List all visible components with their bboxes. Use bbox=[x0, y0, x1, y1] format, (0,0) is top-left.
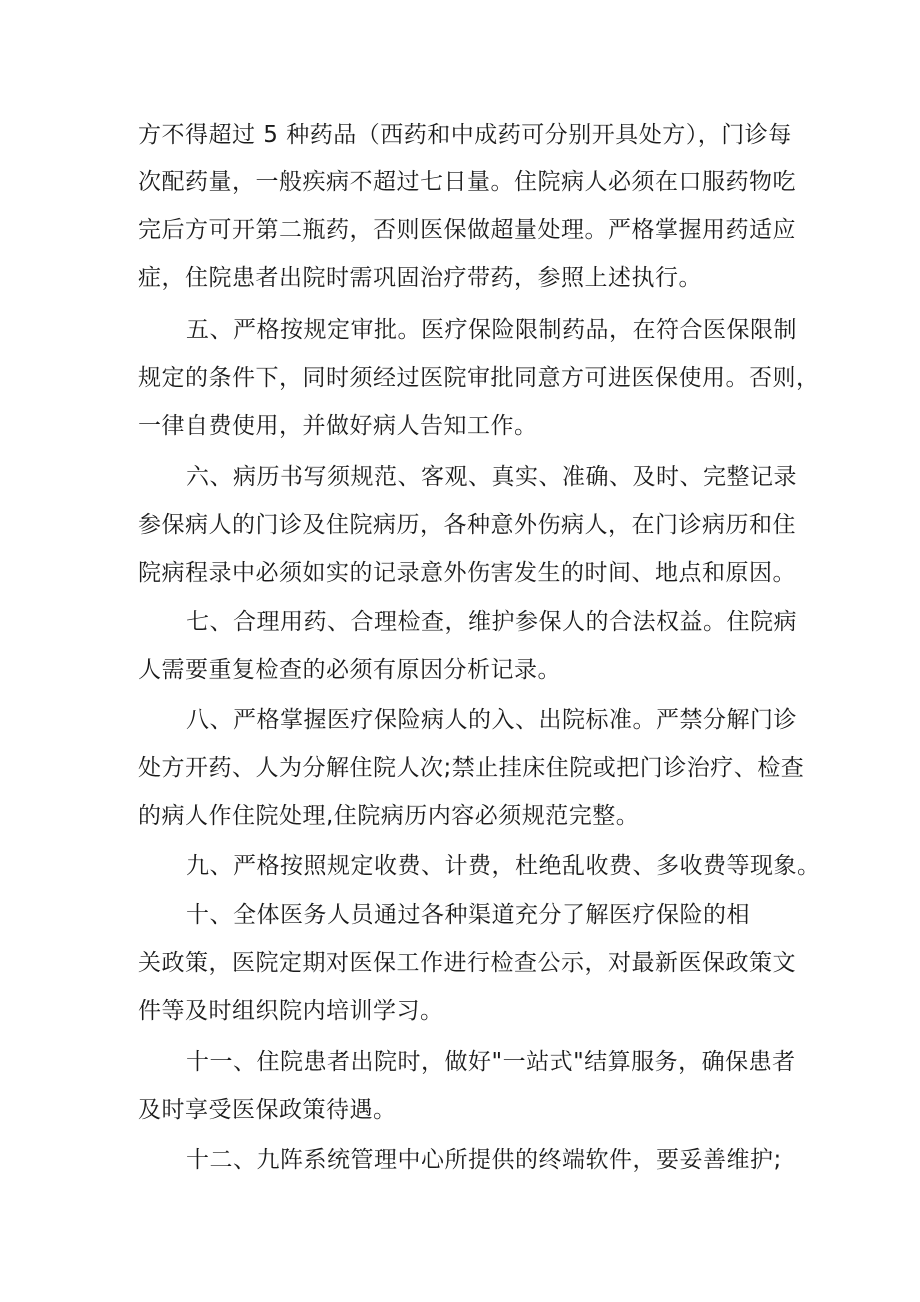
text-line: 关政策，医院定期对医保工作进行检查公示，对最新医保政策文 bbox=[138, 950, 796, 976]
text-line: 及时享受医保政策待遇。 bbox=[138, 1097, 397, 1123]
text-line: 症，住院患者出院时需巩固治疗带药，参照上述执行。 bbox=[138, 265, 702, 291]
paragraph-10-start: 十、全体医务人员通过各种渠道充分了解医疗保险的相 bbox=[186, 902, 750, 928]
text-line: 参保病人的门诊及住院病历，各种意外伤病人，在门诊病历和住 bbox=[138, 512, 796, 538]
text-line: 一律自费使用，并做好病人告知工作。 bbox=[138, 413, 538, 439]
paragraph-7-start: 七、合理用药、合理检查，维护参保人的合法权益。住院病 bbox=[186, 609, 797, 635]
text-line: 件等及时组织院内培训学习。 bbox=[138, 998, 444, 1024]
text-line: 院病程录中必须如实的记录意外伤害发生的时间、地点和原因。 bbox=[138, 560, 796, 586]
paragraph-6-start: 六、病历书写须规范、客观、真实、准确、及时、完整记录 bbox=[186, 464, 797, 490]
text-line: 的病人作住院处理,住院病历内容必须规范完整。 bbox=[138, 803, 640, 829]
text-line: 方不得超过 5 种药品（西药和中成药可分别开具处方），门诊每 bbox=[138, 122, 792, 148]
paragraph-8-start: 八、严格掌握医疗保险病人的入、出院标准。严禁分解门诊 bbox=[186, 707, 797, 733]
text-line: 次配药量，一般疾病不超过七日量。住院病人必须在口服药物吃 bbox=[138, 169, 796, 195]
text-line: 人需要重复检查的必须有原因分析记录。 bbox=[138, 657, 561, 683]
paragraph-5-start: 五、严格按规定审批。医疗保险限制药品，在符合医保限制 bbox=[186, 317, 797, 343]
paragraph-11-start: 十一、住院患者出院时，做好"一站式"结算服务，确保患者 bbox=[186, 1049, 796, 1075]
paragraph-9-start: 九、严格按照规定收费、计费，杜绝乱收费、多收费等现象。 bbox=[186, 853, 821, 879]
text-line: 处方开药、人为分解住院人次;禁止挂床住院或把门诊治疗、检查 bbox=[138, 755, 805, 781]
paragraph-12-start: 十二、九阵系统管理中心所提供的终端软件，要妥善维护; bbox=[186, 1147, 782, 1173]
text-line: 规定的条件下，同时须经过医院审批同意方可进医保使用。否则， bbox=[138, 365, 820, 391]
text-line: 完后方可开第二瓶药，否则医保做超量处理。严格掌握用药适应 bbox=[138, 217, 796, 243]
